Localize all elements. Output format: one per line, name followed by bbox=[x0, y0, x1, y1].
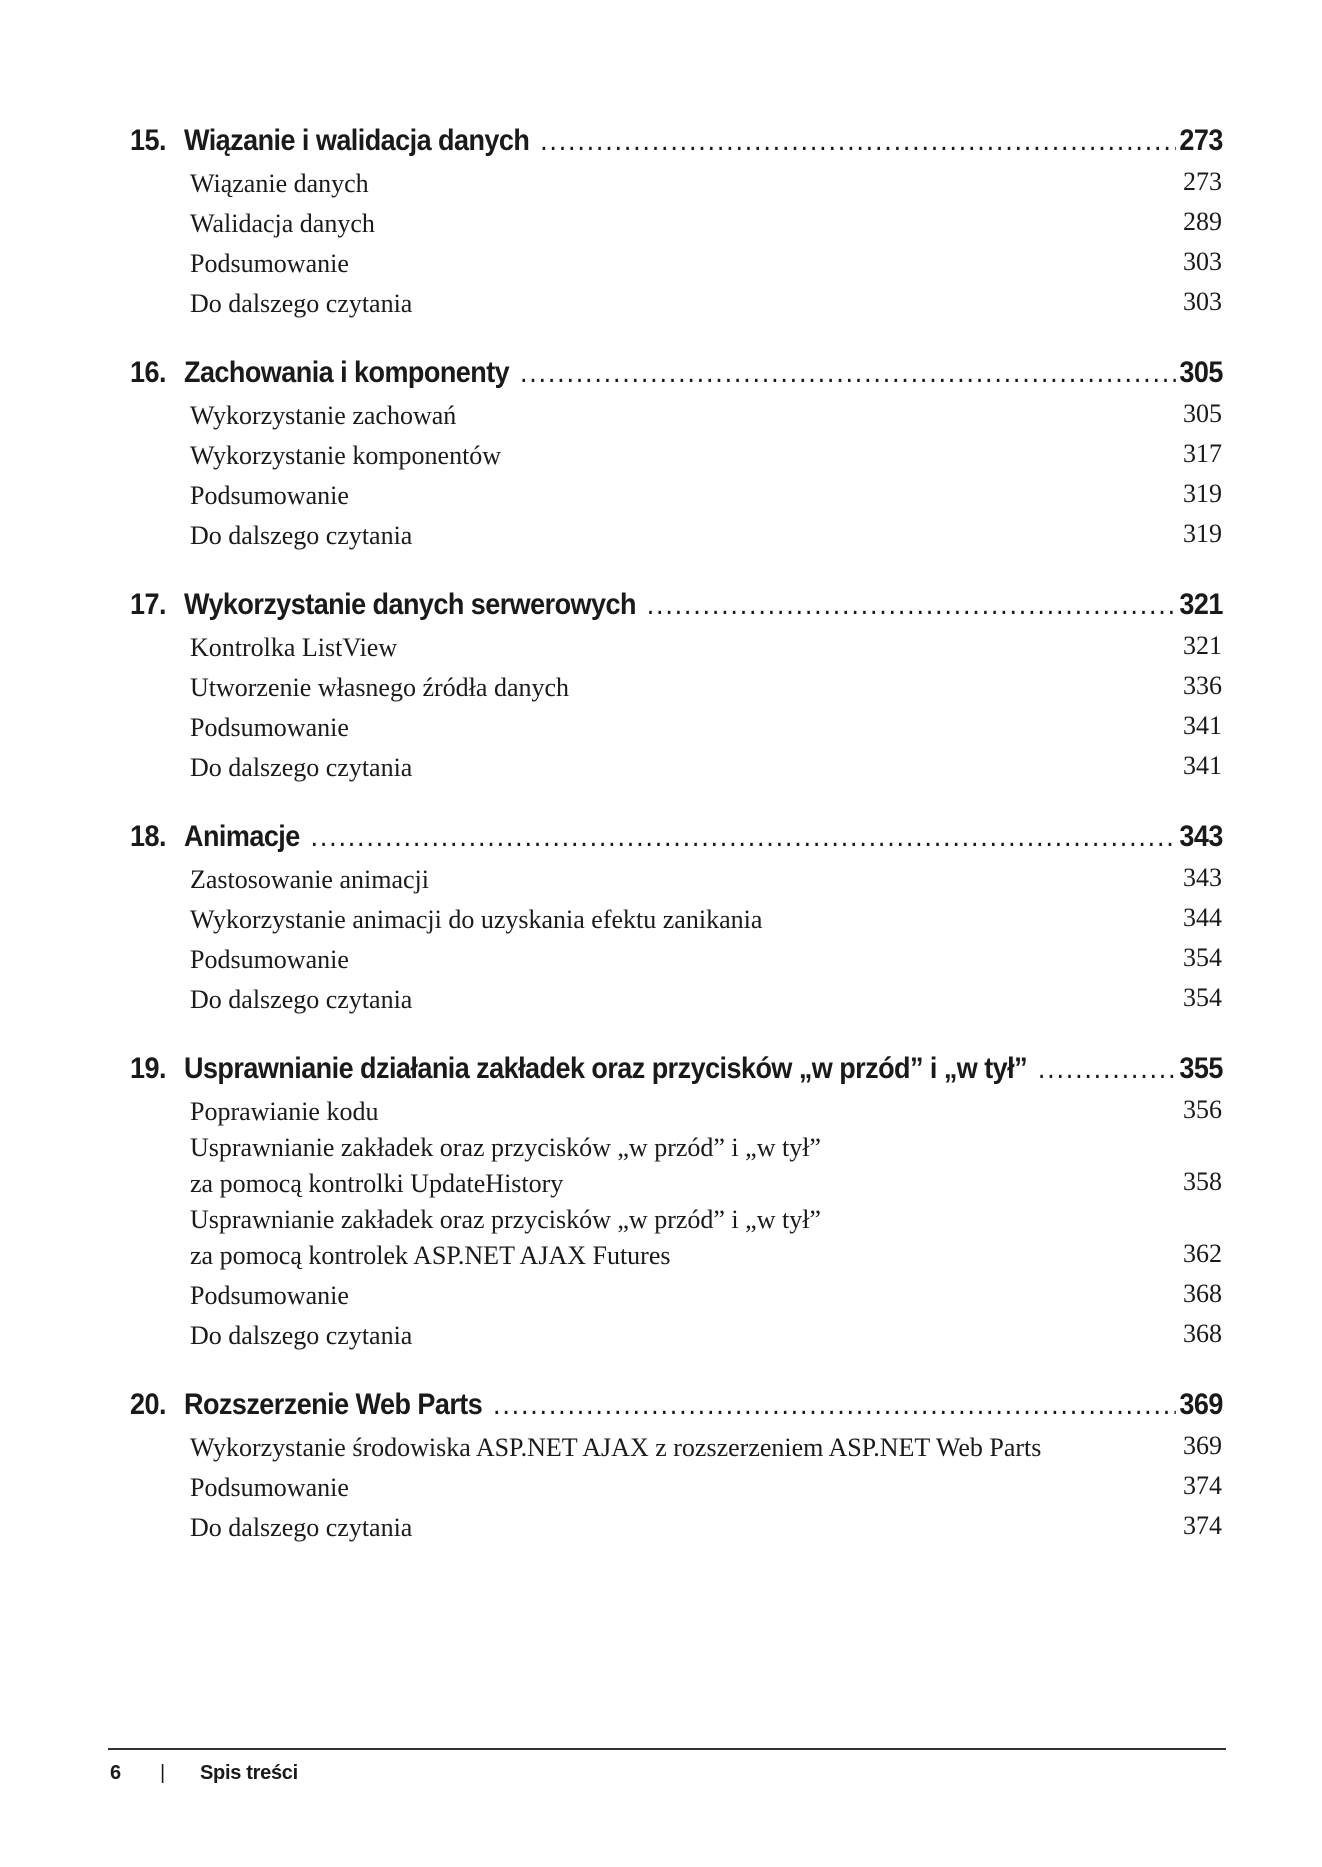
entry-title-line: Usprawnianie zakładek oraz przycisków „w przód” i „w tył” bbox=[190, 1133, 821, 1162]
chapter-title: Wiązanie i walidacja danych bbox=[184, 124, 530, 157]
chapter-heading[interactable] bbox=[130, 352, 1223, 394]
chapter-page-number: 273 bbox=[1179, 124, 1223, 157]
chapter-page-number: 355 bbox=[1179, 1052, 1223, 1085]
entry-page-number: 321 bbox=[1183, 631, 1222, 660]
toc-entry[interactable] bbox=[190, 1274, 1222, 1314]
entry-page-number: 354 bbox=[1183, 983, 1222, 1012]
toc-entry[interactable] bbox=[190, 474, 1222, 514]
chapter-page-number: 343 bbox=[1179, 820, 1223, 853]
entry-title-line: Wykorzystanie środowiska ASP.NET AJAX z rozszerzeniem ASP.NET Web Parts bbox=[190, 1433, 1042, 1462]
toc-entry[interactable] bbox=[190, 938, 1222, 978]
section-list bbox=[130, 1426, 1222, 1546]
entry-title bbox=[190, 1470, 1183, 1506]
entry-title bbox=[190, 1430, 1183, 1466]
chapter-title: Animacje bbox=[184, 820, 300, 853]
toc-entry[interactable] bbox=[190, 1506, 1222, 1546]
entry-page-number: 374 bbox=[1183, 1471, 1222, 1500]
toc-chapter bbox=[130, 120, 1222, 322]
entry-title-line: Do dalszego czytania bbox=[190, 985, 413, 1014]
entry-title-line: Wiązanie danych bbox=[190, 169, 369, 198]
entry-title-line: Usprawnianie zakładek oraz przycisków „w przód” i „w tył” bbox=[190, 1205, 821, 1234]
section-list bbox=[130, 626, 1222, 786]
entry-title-line: Podsumowanie bbox=[190, 481, 349, 510]
entry-title-line: Podsumowanie bbox=[190, 249, 349, 278]
chapter-heading[interactable] bbox=[130, 1048, 1223, 1090]
toc-entry[interactable] bbox=[190, 626, 1222, 666]
entry-title bbox=[190, 982, 1183, 1018]
chapter-number: 20. bbox=[130, 1388, 166, 1421]
chapter-title: Wykorzystanie danych serwerowych bbox=[184, 588, 636, 621]
entry-title-line: Do dalszego czytania bbox=[190, 289, 413, 318]
chapter-number: 17. bbox=[130, 588, 166, 621]
chapter-page-number: 321 bbox=[1179, 588, 1223, 621]
entry-title-line: Do dalszego czytania bbox=[190, 1513, 413, 1542]
toc-entry[interactable] bbox=[190, 1130, 1222, 1202]
toc-entry[interactable] bbox=[190, 202, 1222, 242]
entry-title-line: Walidacja danych bbox=[190, 209, 375, 238]
entry-title-line: Wykorzystanie animacji do uzyskania efektu zanikania bbox=[190, 905, 763, 934]
entry-title-line: Wykorzystanie komponentów bbox=[190, 441, 502, 470]
toc-entry[interactable] bbox=[190, 1202, 1222, 1274]
toc-entry[interactable] bbox=[190, 858, 1222, 898]
entry-title bbox=[190, 750, 1183, 786]
entry-page-number: 344 bbox=[1183, 903, 1222, 932]
entry-page-number: 362 bbox=[1183, 1239, 1222, 1268]
entry-title bbox=[190, 862, 1183, 898]
section-list bbox=[130, 394, 1222, 554]
entry-title bbox=[190, 630, 1183, 666]
entry-title-line: Kontrolka ListView bbox=[190, 633, 398, 662]
entry-title bbox=[190, 1130, 1183, 1202]
entry-title bbox=[190, 902, 1183, 938]
toc-entry[interactable] bbox=[190, 898, 1222, 938]
entry-title bbox=[190, 518, 1183, 554]
entry-title bbox=[190, 710, 1183, 746]
dot-leader bbox=[311, 816, 1176, 858]
toc-entry[interactable] bbox=[190, 1090, 1222, 1130]
footer-section-label: Spis treści bbox=[200, 1762, 298, 1784]
entry-page-number: 343 bbox=[1183, 863, 1222, 892]
chapter-heading[interactable] bbox=[130, 120, 1223, 162]
dot-leader bbox=[540, 120, 1176, 162]
entry-title bbox=[190, 942, 1183, 978]
entry-page-number: 358 bbox=[1183, 1167, 1222, 1196]
entry-page-number: 273 bbox=[1183, 167, 1222, 196]
chapter-number: 19. bbox=[130, 1052, 166, 1085]
entry-title-line: Poprawianie kodu bbox=[190, 1097, 379, 1126]
toc-entry[interactable] bbox=[190, 514, 1222, 554]
chapter-title: Usprawnianie działania zakładek oraz przycisków „w przód” i „w tył” bbox=[184, 1052, 1028, 1085]
chapter-number: 15. bbox=[130, 124, 166, 157]
footer-separator: | bbox=[160, 1762, 166, 1784]
dot-leader bbox=[520, 352, 1176, 394]
chapter-heading[interactable] bbox=[130, 1384, 1223, 1426]
chapter-heading[interactable] bbox=[130, 584, 1223, 626]
chapter-number: 18. bbox=[130, 820, 166, 853]
dot-leader bbox=[1038, 1048, 1176, 1090]
toc-entry[interactable] bbox=[190, 394, 1222, 434]
toc-entry[interactable] bbox=[190, 242, 1222, 282]
chapter-title: Zachowania i komponenty bbox=[184, 356, 510, 389]
entry-title-line: Do dalszego czytania bbox=[190, 753, 413, 782]
toc-chapter bbox=[130, 584, 1222, 786]
entry-title-line: za pomocą kontrolek ASP.NET AJAX Futures bbox=[190, 1241, 671, 1270]
entry-page-number: 368 bbox=[1183, 1319, 1222, 1348]
entry-title-line: Podsumowanie bbox=[190, 945, 349, 974]
entry-title bbox=[190, 1202, 1183, 1274]
entry-page-number: 303 bbox=[1183, 247, 1222, 276]
section-list bbox=[130, 1090, 1222, 1354]
chapter-number: 16. bbox=[130, 356, 166, 389]
entry-title bbox=[190, 1510, 1183, 1546]
chapter-page-number: 305 bbox=[1179, 356, 1223, 389]
toc-entry[interactable] bbox=[190, 1314, 1222, 1354]
entry-page-number: 336 bbox=[1183, 671, 1222, 700]
entry-title bbox=[190, 1278, 1183, 1314]
toc-entry[interactable] bbox=[190, 434, 1222, 474]
toc-chapter bbox=[130, 352, 1222, 554]
entry-page-number: 369 bbox=[1183, 1431, 1222, 1460]
toc-entry[interactable] bbox=[190, 978, 1222, 1018]
entry-title bbox=[190, 166, 1183, 202]
chapter-title: Rozszerzenie Web Parts bbox=[184, 1388, 483, 1421]
toc-entry[interactable] bbox=[190, 282, 1222, 322]
entry-page-number: 368 bbox=[1183, 1279, 1222, 1308]
entry-page-number: 374 bbox=[1183, 1511, 1222, 1540]
entry-title-line: Podsumowanie bbox=[190, 1473, 349, 1502]
entry-page-number: 303 bbox=[1183, 287, 1222, 316]
page-footer bbox=[108, 1748, 1226, 1785]
entry-title bbox=[190, 206, 1183, 242]
entry-title-line: Zastosowanie animacji bbox=[190, 865, 429, 894]
toc-chapter bbox=[130, 1384, 1222, 1546]
entry-title-line: za pomocą kontrolki UpdateHistory bbox=[190, 1169, 564, 1198]
dot-leader bbox=[493, 1384, 1176, 1426]
entry-page-number: 317 bbox=[1183, 439, 1222, 468]
toc-entry[interactable] bbox=[190, 666, 1222, 706]
entry-page-number: 289 bbox=[1183, 207, 1222, 236]
toc-entry[interactable] bbox=[190, 746, 1222, 786]
entry-title-line: Do dalszego czytania bbox=[190, 1321, 413, 1350]
table-of-contents bbox=[130, 120, 1222, 1576]
dot-leader bbox=[647, 584, 1176, 626]
entry-page-number: 319 bbox=[1183, 519, 1222, 548]
entry-page-number: 341 bbox=[1183, 711, 1222, 740]
chapter-page-number: 369 bbox=[1179, 1388, 1223, 1421]
toc-entry[interactable] bbox=[190, 1466, 1222, 1506]
entry-title-line: Podsumowanie bbox=[190, 1281, 349, 1310]
entry-title bbox=[190, 478, 1183, 514]
toc-chapter bbox=[130, 816, 1222, 1018]
entry-title bbox=[190, 286, 1183, 322]
entry-page-number: 354 bbox=[1183, 943, 1222, 972]
entry-title-line: Utworzenie własnego źródła danych bbox=[190, 673, 570, 702]
entry-page-number: 305 bbox=[1183, 399, 1222, 428]
entry-title-line: Do dalszego czytania bbox=[190, 521, 413, 550]
entry-page-number: 341 bbox=[1183, 751, 1222, 780]
entry-title bbox=[190, 438, 1183, 474]
entry-title bbox=[190, 1094, 1183, 1130]
entry-title bbox=[190, 670, 1183, 706]
section-list bbox=[130, 858, 1222, 1018]
toc-entry[interactable] bbox=[190, 162, 1222, 202]
toc-entry[interactable] bbox=[190, 1426, 1222, 1466]
chapter-heading[interactable] bbox=[130, 816, 1223, 858]
entry-title bbox=[190, 398, 1183, 434]
footer-page-number: 6 bbox=[110, 1762, 122, 1784]
entry-page-number: 319 bbox=[1183, 479, 1222, 508]
entry-title-line: Wykorzystanie zachowań bbox=[190, 401, 457, 430]
toc-chapter bbox=[130, 1048, 1222, 1354]
entry-page-number: 356 bbox=[1183, 1095, 1222, 1124]
entry-title-line: Podsumowanie bbox=[190, 713, 349, 742]
entry-title bbox=[190, 246, 1183, 282]
toc-entry[interactable] bbox=[190, 706, 1222, 746]
section-list bbox=[130, 162, 1222, 322]
entry-title bbox=[190, 1318, 1183, 1354]
